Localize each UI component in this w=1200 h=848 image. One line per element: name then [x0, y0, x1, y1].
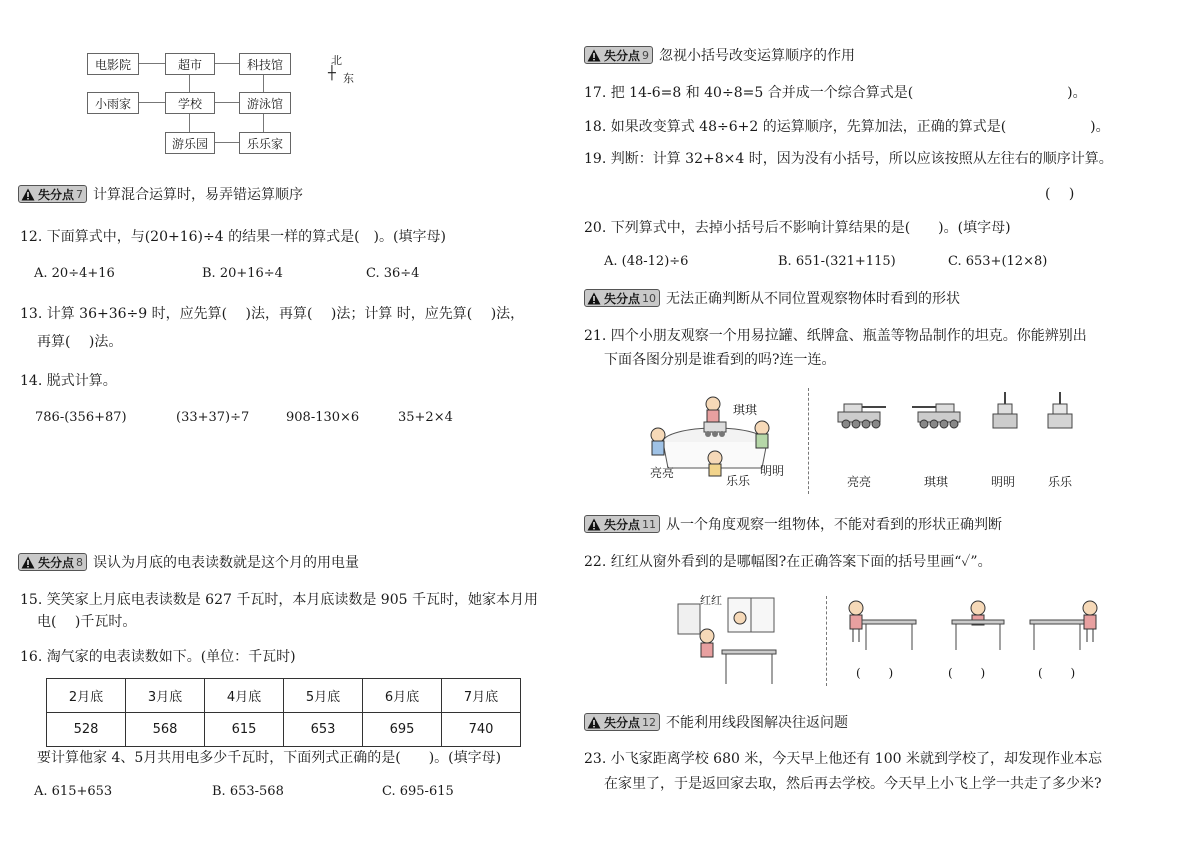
q22-answer-paren-2[interactable]: ( ): [948, 666, 986, 680]
map-place-cinema: 电影院: [87, 53, 139, 75]
divider: [826, 596, 827, 686]
q21-line1: 21. 四个小朋友观察一个用易拉罐、纸牌盒、瓶盖等物品制作的坦克。你能辨别出: [584, 328, 1087, 344]
kid-label-liangliang: 亮亮: [650, 466, 675, 480]
map-place-xiaoyu-home: 小雨家: [87, 92, 139, 114]
tank-side-view-2: [910, 392, 964, 432]
table-cell: 653: [284, 713, 363, 747]
kid-label-qiqi: 琪琪: [733, 403, 758, 417]
q14-expr-1: 786-(356+87): [35, 410, 127, 425]
warning-triangle-icon: [21, 188, 35, 201]
map-place-supermarket: 超市: [165, 53, 215, 75]
q14-text: 14. 脱式计算。: [20, 373, 117, 389]
tank-front-view-1: [990, 390, 1020, 432]
meter-reading-table: [46, 678, 521, 747]
q23-line2: 在家里了，于是返回家去取，然后再去学校。今天早上小飞上学一共走了多少米?: [604, 776, 1102, 792]
q13-line2: 再算( )法。: [37, 334, 123, 350]
divider: [808, 388, 809, 494]
table-cell: 528: [47, 713, 126, 747]
q18-text: 18. 如果改变算式 48÷6+2 的运算顺序，先算加法，正确的算式是( )。: [584, 119, 1110, 135]
warning-badge: 失分点 10: [584, 289, 660, 307]
view-label-1: 亮亮: [847, 475, 872, 489]
table-header-cell: 4月底: [205, 679, 284, 713]
q12-option-c: C. 36÷4: [366, 266, 420, 281]
warning-badge: 失分点 9: [584, 46, 653, 64]
section-title: 无法正确判断从不同位置观察物体时看到的形状: [666, 291, 961, 307]
warning-badge: 失分点 11: [584, 515, 660, 533]
section-title: 误认为月底的电表读数就是这个月的用电量: [93, 555, 360, 571]
table-row: [47, 713, 521, 747]
compass-east: 东: [343, 72, 354, 85]
q16-text: 16. 淘气家的电表读数如下。(单位：千瓦时): [20, 649, 296, 665]
view-label-4: 乐乐: [1048, 475, 1073, 489]
q20-option-a: A. (48-12)÷6: [604, 254, 689, 269]
table-header-cell: 6月底: [363, 679, 442, 713]
section-title: 计算混合运算时，易弄错运算顺序: [93, 187, 304, 203]
q17-text: 17. 把 14-6=8 和 40÷8=5 合并成一个综合算式是( )。: [584, 85, 1087, 101]
table-cell: 615: [205, 713, 284, 747]
map-place-lele-home: 乐乐家: [239, 132, 291, 154]
q20-text: 20. 下列算式中，去掉小括号后不影响计算结果的是( )。(填字母): [584, 220, 1011, 236]
section-title: 不能利用线段图解决往返问题: [666, 715, 849, 731]
section-10-banner: [584, 289, 960, 307]
q19-answer-paren[interactable]: ( ): [1045, 186, 1075, 202]
view-label-2: 琪琪: [924, 475, 949, 489]
q22-text: 22. 红红从窗外看到的是哪幅图?在正确答案下面的括号里画“✓”。: [584, 554, 992, 570]
table-header-cell: 5月底: [284, 679, 363, 713]
q22-answer-paren-1[interactable]: ( ): [856, 666, 894, 680]
compass-cross-icon: ┼: [328, 66, 336, 81]
warning-triangle-icon: [587, 292, 601, 305]
q15-line1: 15. 笑笑家上月底电表读数是 627 千瓦时，本月底读数是 905 千瓦时，她家本月用: [20, 592, 538, 608]
tank-side-view-1: [836, 392, 888, 432]
map-place-school: 学校: [165, 92, 215, 114]
table-cell: 740: [442, 713, 521, 747]
q21-line2: 下面各图分别是谁看到的吗?连一连。: [604, 352, 836, 368]
hong-hong-label: 红红: [700, 594, 722, 607]
table-cell: 568: [126, 713, 205, 747]
table-header-cell: 7月底: [442, 679, 521, 713]
section-11-banner: [584, 515, 1002, 533]
q16-option-b: B. 653-568: [212, 784, 284, 799]
warning-triangle-icon: [587, 716, 601, 729]
q16-option-c: C. 695-615: [382, 784, 454, 799]
section-7-banner: [18, 185, 303, 203]
warning-badge: 失分点 12: [584, 713, 660, 731]
table-header-cell: 3月底: [126, 679, 205, 713]
option-view-3: [1028, 598, 1108, 654]
warning-badge: 失分点 7: [18, 185, 87, 203]
warning-triangle-icon: [587, 518, 601, 531]
warning-badge: 失分点 8: [18, 553, 87, 571]
q14-expr-3: 908-130×6: [286, 410, 360, 425]
table-cell: 695: [363, 713, 442, 747]
window-scene-illustration: [670, 590, 790, 688]
q19-text: 19. 判断：计算 32+8×4 时，因为没有小括号，所以应该按照从左往右的顺序计算。: [584, 151, 1113, 167]
q12-text: 12. 下面算式中，与(20+16)÷4 的结果一样的算式是( )。(填字母): [20, 229, 446, 245]
section-8-banner: [18, 553, 359, 571]
section-9-banner: [584, 46, 855, 64]
q12-option-b: B. 20+16÷4: [202, 266, 283, 281]
map-place-pool: 游泳馆: [239, 92, 291, 114]
table-header-cell: 2月底: [47, 679, 126, 713]
option-view-1: [838, 598, 918, 654]
section-12-banner: [584, 713, 848, 731]
q22-answer-paren-3[interactable]: ( ): [1038, 666, 1076, 680]
q20-option-b: B. 651-(321+115): [778, 254, 896, 269]
section-title: 忽视小括号改变运算顺序的作用: [659, 48, 856, 64]
warning-triangle-icon: [587, 49, 601, 62]
map-place-playground: 游乐园: [165, 132, 215, 154]
kid-label-lele: 乐乐: [726, 474, 751, 488]
section-title: 从一个角度观察一组物体，不能对看到的形状正确判断: [666, 517, 1003, 533]
q14-expr-2: (33+37)÷7: [176, 410, 250, 425]
view-label-3: 明明: [991, 475, 1016, 489]
table-header-row: [47, 679, 521, 713]
q14-expr-4: 35+2×4: [398, 410, 453, 425]
q16-ask: 要计算他家 4、5月共用电多少千瓦时，下面列式正确的是( )。(填字母): [37, 750, 502, 766]
tank-front-view-2: [1045, 390, 1075, 432]
option-view-2: [946, 598, 1008, 654]
map-place-science-museum: 科技馆: [239, 53, 291, 75]
q23-line1: 23. 小飞家距离学校 680 米，今天早上他还有 100 米就到学校了，却发现作业本忘: [584, 751, 1102, 767]
q12-option-a: A. 20÷4+16: [34, 266, 115, 281]
compass-north: 北: [331, 54, 342, 67]
q20-option-c: C. 653+(12×8): [948, 254, 1048, 269]
warning-triangle-icon: [21, 556, 35, 569]
kid-label-mingming: 明明: [760, 464, 785, 478]
q13-line1: 13. 计算 36+36÷9 时，应先算( )法，再算( )法；计算 时，应先算( )法，: [20, 306, 525, 322]
q16-option-a: A. 615+653: [34, 784, 113, 799]
q15-line2: 电( )千瓦时。: [37, 614, 137, 630]
